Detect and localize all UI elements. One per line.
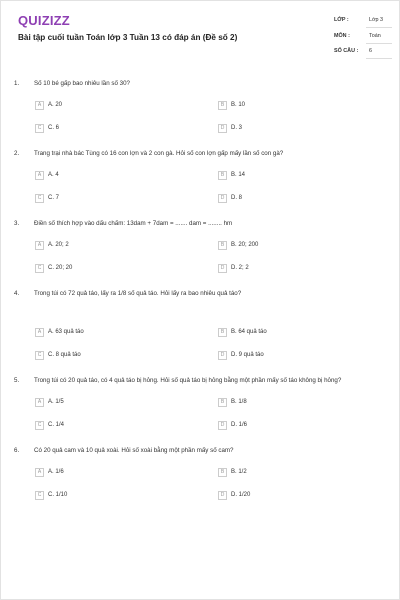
option-c[interactable] bbox=[35, 123, 59, 133]
option-letter-box: A bbox=[35, 328, 44, 337]
option-text: C. 1/10 bbox=[48, 492, 68, 498]
option-text: C. 8 quả táo bbox=[48, 352, 81, 358]
option-c[interactable] bbox=[35, 420, 64, 430]
question-text: Trong túi có 20 quả táo, có 4 quả táo bị hỏng. Hỏi số quả táo bị hỏng bằng một phần mấy số táo không bị hỏng? bbox=[34, 377, 342, 384]
option-letter-box: D bbox=[218, 264, 227, 273]
option-d[interactable] bbox=[218, 490, 250, 500]
question-text: Trang trại nhà bác Tùng có 16 con lợn và 2 con gà. Hỏi số con lợn gấp mấy lần số con gà? bbox=[34, 150, 284, 157]
option-c[interactable] bbox=[35, 490, 67, 500]
option-letter-box: A bbox=[35, 101, 44, 110]
option-letter-box: D bbox=[218, 124, 227, 133]
option-a[interactable] bbox=[35, 240, 69, 250]
option-letter-box: B bbox=[218, 398, 227, 407]
page-title: Bài tập cuối tuần Toán lớp 3 Tuần 13 có đáp án (Đề số 2) bbox=[18, 33, 238, 42]
option-d[interactable] bbox=[218, 420, 247, 430]
option-letter-box: B bbox=[218, 468, 227, 477]
option-d[interactable] bbox=[218, 193, 242, 203]
question-number: 2. bbox=[14, 150, 20, 157]
question-number: 1. bbox=[14, 80, 20, 87]
option-b[interactable] bbox=[218, 467, 247, 477]
option-a[interactable] bbox=[35, 397, 64, 407]
option-text: B. 1/2 bbox=[231, 469, 247, 475]
option-b[interactable] bbox=[218, 327, 267, 337]
option-letter-box: D bbox=[218, 421, 227, 430]
option-text: A. 20 bbox=[48, 102, 63, 108]
option-letter-box: C bbox=[35, 421, 44, 430]
option-text: C. 6 bbox=[48, 125, 60, 131]
option-c[interactable] bbox=[35, 193, 59, 203]
option-text: B. 1/8 bbox=[231, 399, 247, 405]
option-text: A. 1/5 bbox=[48, 399, 64, 405]
worksheet-header bbox=[1, 1, 400, 65]
option-text: B. 10 bbox=[231, 102, 246, 108]
option-letter-box: B bbox=[218, 101, 227, 110]
option-text: C. 7 bbox=[48, 195, 60, 201]
meta-divider bbox=[366, 27, 392, 28]
option-text: A. 20; 2 bbox=[48, 242, 69, 248]
option-text: D. 9 quả táo bbox=[231, 352, 264, 358]
question-text: Số 10 bé gấp bao nhiêu lần số 30? bbox=[34, 80, 130, 87]
option-c[interactable] bbox=[35, 263, 72, 273]
question-number: 3. bbox=[14, 220, 20, 227]
option-d[interactable] bbox=[218, 263, 249, 273]
option-letter-box: D bbox=[218, 491, 227, 500]
option-letter-box: A bbox=[35, 468, 44, 477]
meta-divider bbox=[366, 58, 392, 59]
option-letter-box: C bbox=[35, 491, 44, 500]
option-letter-box: D bbox=[218, 351, 227, 360]
option-text: A. 1/6 bbox=[48, 469, 64, 475]
meta-subject-value: Toán bbox=[369, 33, 381, 39]
option-a[interactable] bbox=[35, 327, 84, 337]
option-b[interactable] bbox=[218, 100, 245, 110]
meta-count-label: SỐ CÂU : bbox=[334, 48, 359, 54]
option-text: A. 4 bbox=[48, 172, 59, 178]
option-letter-box: A bbox=[35, 398, 44, 407]
option-letter-box: B bbox=[218, 241, 227, 250]
meta-class-value: Lớp 3 bbox=[369, 17, 384, 23]
option-b[interactable] bbox=[218, 170, 245, 180]
option-text: B. 14 bbox=[231, 172, 246, 178]
option-c[interactable] bbox=[35, 350, 81, 360]
option-d[interactable] bbox=[218, 123, 242, 133]
option-text: A. 63 quả táo bbox=[48, 329, 84, 335]
meta-subject-label: MÔN : bbox=[334, 33, 350, 39]
meta-class-label: LỚP : bbox=[334, 17, 349, 23]
quizizz-logo: QUIZIZZ bbox=[18, 13, 70, 28]
option-b[interactable] bbox=[218, 240, 258, 250]
option-letter-box: A bbox=[35, 171, 44, 180]
question-text: Có 20 quả cam và 10 quả xoài. Hỏi số xoài bằng một phần mấy số cam? bbox=[34, 447, 234, 454]
option-letter-box: D bbox=[218, 194, 227, 203]
question-number: 4. bbox=[14, 290, 20, 297]
option-letter-box: C bbox=[35, 124, 44, 133]
option-text: D. 1/6 bbox=[231, 422, 248, 428]
meta-divider bbox=[366, 43, 392, 44]
question-text: Điền số thích hợp vào dấu chấm: 13dam + 7dam = ....... dam = ........ hm bbox=[34, 220, 233, 227]
option-d[interactable] bbox=[218, 350, 264, 360]
question-number: 5. bbox=[14, 377, 20, 384]
option-letter-box: B bbox=[218, 171, 227, 180]
option-text: C. 20; 20 bbox=[48, 265, 73, 271]
option-b[interactable] bbox=[218, 397, 247, 407]
option-text: B. 64 quả táo bbox=[231, 329, 267, 335]
option-a[interactable] bbox=[35, 100, 62, 110]
option-letter-box: C bbox=[35, 194, 44, 203]
option-text: C. 1/4 bbox=[48, 422, 65, 428]
question-text: Trong túi có 72 quả táo, lấy ra 1/8 số quả táo. Hỏi lấy ra bao nhiêu quả táo? bbox=[34, 290, 242, 297]
option-letter-box: B bbox=[218, 328, 227, 337]
option-text: D. 3 bbox=[231, 125, 243, 131]
meta-count-value: 6 bbox=[369, 48, 372, 54]
option-text: B. 20; 200 bbox=[231, 242, 259, 248]
option-letter-box: C bbox=[35, 264, 44, 273]
option-text: D. 8 bbox=[231, 195, 243, 201]
option-text: D. 1/20 bbox=[231, 492, 251, 498]
option-letter-box: C bbox=[35, 351, 44, 360]
option-a[interactable] bbox=[35, 170, 59, 180]
option-a[interactable] bbox=[35, 467, 64, 477]
question-number: 6. bbox=[14, 447, 20, 454]
option-text: D. 2; 2 bbox=[231, 265, 249, 271]
option-letter-box: A bbox=[35, 241, 44, 250]
